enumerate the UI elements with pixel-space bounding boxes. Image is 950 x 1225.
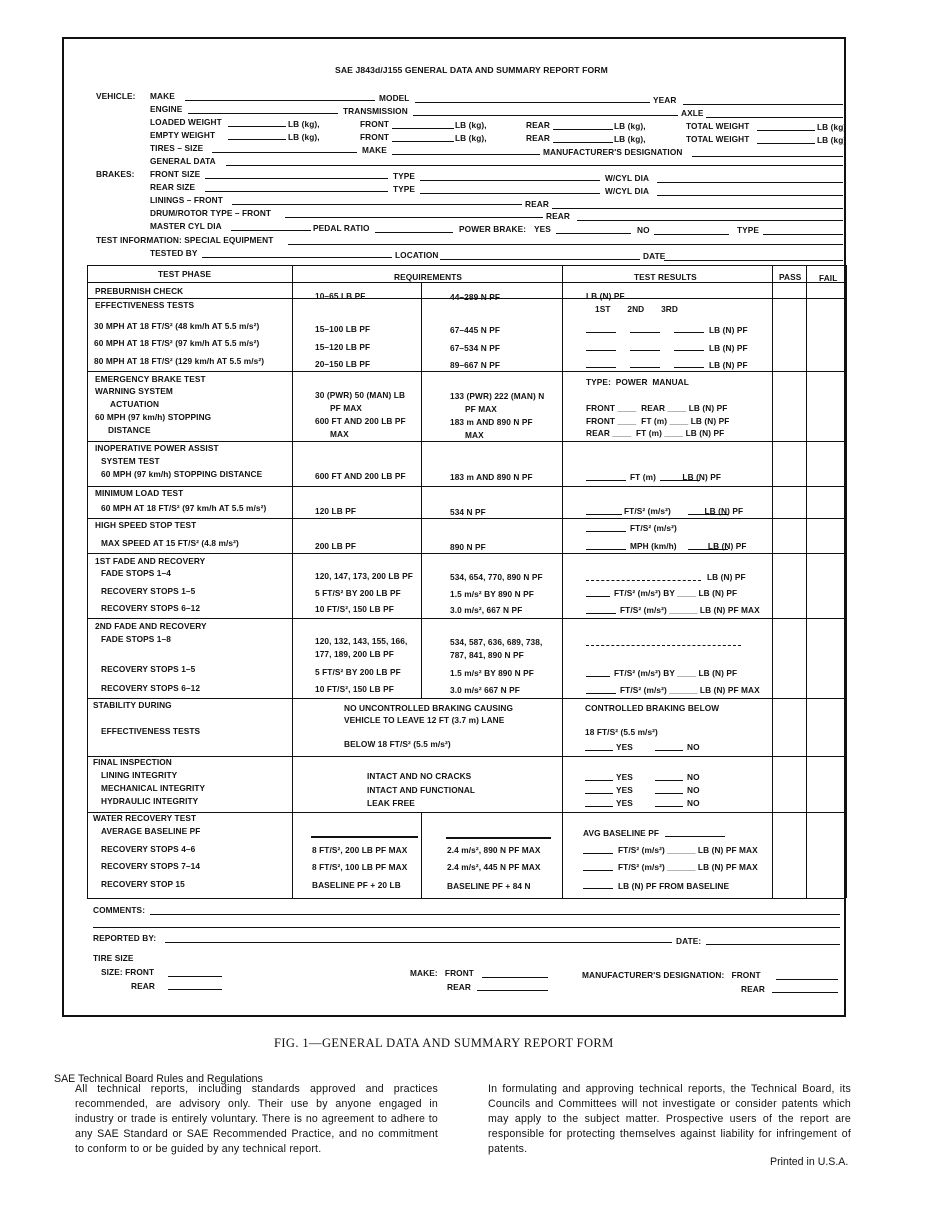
loaded-weight-unit: LB (kg), — [288, 119, 320, 129]
drum-rotor-rear-field[interactable] — [577, 220, 843, 221]
hydraulic-yes-label: YES — [616, 798, 633, 808]
final-phase-2: LINING INTEGRITY — [101, 770, 178, 780]
water-phase-2: AVERAGE BASELINE PF — [101, 826, 201, 836]
model-field[interactable] — [415, 102, 650, 103]
tested-by-field[interactable] — [202, 257, 392, 258]
emergency-phase-3: ACTUATION — [110, 399, 160, 409]
fade2-us-3: 10 FT/S², 150 LB PF — [315, 684, 394, 694]
loaded-rear-field[interactable] — [553, 129, 613, 130]
emergency-us-2: PF MAX — [330, 403, 362, 413]
fade1-phase-1: 1ST FADE AND RECOVERY — [95, 556, 206, 566]
fade2-si-3: 3.0 m/s² 667 N PF — [450, 685, 520, 695]
tested-by-label: TESTED BY — [150, 248, 198, 258]
fade1-fade-stops-field[interactable] — [586, 580, 701, 581]
final-req-3: LEAK FREE — [367, 798, 415, 808]
stability-no-field[interactable] — [655, 750, 683, 751]
power-brake-type-field[interactable] — [763, 234, 843, 235]
preburnish-phase: PREBURNISH CHECK — [95, 286, 184, 296]
fade2-us-1: 120, 132, 143, 155, 166, — [315, 636, 408, 646]
min-load-phase-2: 60 MPH AT 18 FT/S² (97 km/h AT 5.5 m/s²) — [101, 503, 267, 513]
water-us-3: BASELINE PF + 20 LB — [312, 880, 401, 890]
final-phase-3: MECHANICAL INTEGRITY — [101, 783, 206, 793]
loaded-front-label: FRONT — [360, 119, 390, 129]
fade1-si-2: 1.5 m/s² BY 890 N PF — [450, 589, 534, 599]
fade2-fade-stops-field[interactable] — [586, 645, 741, 646]
eff-30mph-us: 15–100 LB PF — [315, 324, 371, 334]
model-label: MODEL — [379, 93, 410, 103]
power-brake-type-label: TYPE — [737, 225, 760, 235]
comments-label: COMMENTS: — [93, 905, 146, 915]
form-title: SAE J843d/J155 GENERAL DATA AND SUMMARY REPORT FORM — [335, 65, 608, 75]
power-brake-label: POWER BRAKE: — [459, 224, 527, 234]
fade2-si-1: 534, 587, 636, 689, 738, — [450, 637, 543, 647]
water-us-2: 8 FT/S², 100 LB PF MAX — [312, 862, 408, 872]
eff-80mph-us: 20–150 LB PF — [315, 359, 371, 369]
fade1-us-2: 5 FT/S² BY 200 LB PF — [315, 588, 401, 598]
water-us-1: 8 FT/S², 200 LB PF MAX — [312, 845, 408, 855]
eff-60mph-us: 15–120 LB PF — [315, 342, 371, 352]
empty-rear-field[interactable] — [553, 142, 613, 143]
linings-rear-field[interactable] — [552, 208, 843, 209]
power-brake-yes-label: YES — [534, 224, 551, 234]
comments-field[interactable] — [150, 914, 840, 915]
empty-rear-unit: LB (kg), — [614, 134, 646, 144]
tire-mfr-front-field[interactable] — [776, 979, 838, 980]
hydraulic-no-field[interactable] — [655, 806, 683, 807]
eff-60mph-si: 67–534 N PF — [450, 343, 500, 353]
loaded-rear-label: REAR — [526, 120, 550, 130]
water-rec46-decel-field[interactable] — [583, 853, 613, 854]
water-rec15-field[interactable] — [583, 888, 613, 889]
axle-label: AXLE — [681, 108, 704, 118]
water-phase-1: WATER RECOVERY TEST — [93, 813, 197, 823]
water-si-1: 2.4 m/s², 890 N PF MAX — [447, 845, 541, 855]
water-res-3: FT/S² (m/s²) ______ LB (N) PF MAX — [618, 862, 758, 872]
tires-make-label: MAKE — [362, 145, 387, 155]
fade1-rec1-decel-field[interactable] — [586, 596, 610, 597]
empty-front-label: FRONT — [360, 132, 390, 142]
rules-heading: SAE Technical Board Rules and Regulations — [54, 1073, 263, 1085]
make-field[interactable] — [185, 100, 375, 101]
fade2-res-2: FT/S² (m/s²) BY ____ LB (N) PF — [614, 668, 738, 678]
drum-rotor-label: DRUM/ROTOR TYPE – FRONT — [150, 208, 272, 218]
high-speed-decel-field[interactable] — [586, 531, 626, 532]
rear-type-field[interactable] — [420, 193, 600, 194]
header-test-phase: TEST PHASE — [158, 269, 212, 279]
comments-field-2[interactable] — [93, 927, 840, 928]
loaded-weight-field[interactable] — [228, 126, 286, 127]
fade1-res-2: FT/S² (m/s²) BY ____ LB (N) PF — [614, 588, 738, 598]
tire-mfr-rear-label: REAR — [741, 984, 765, 994]
rear-size-field[interactable] — [205, 191, 388, 192]
empty-total-label: TOTAL WEIGHT — [686, 134, 750, 144]
mechanical-yes-label: YES — [616, 785, 633, 795]
linings-rear-label: REAR — [525, 199, 549, 209]
mfr-designation-label: MANUFACTURER'S DESIGNATION — [543, 147, 683, 157]
front-size-label: FRONT SIZE — [150, 169, 201, 179]
emergency-phase-1: EMERGENCY BRAKE TEST — [95, 374, 206, 384]
tire-make-front-label: MAKE: FRONT — [410, 968, 474, 978]
high-speed-phase-2: MAX SPEED AT 15 FT/S² (4.8 m/s²) — [101, 538, 239, 548]
high-speed-si: 890 N PF — [450, 542, 486, 552]
water-si-2: 2.4 m/s², 445 N PF MAX — [447, 862, 541, 872]
stability-phase-2: EFFECTIVENESS TESTS — [101, 726, 201, 736]
tires-size-label: TIRES – SIZE — [150, 143, 204, 153]
empty-rear-label: REAR — [526, 133, 550, 143]
min-load-decel-field[interactable] — [586, 514, 622, 515]
hydraulic-no-label: NO — [687, 798, 700, 808]
year-label: YEAR — [653, 95, 677, 105]
fade2-si-2: 1.5 m/s² BY 890 N PF — [450, 668, 534, 678]
empty-front-field[interactable] — [392, 141, 454, 142]
fade1-res-3: FT/S² (m/s²) ______ LB (N) PF MAX — [620, 605, 760, 615]
fade2-rec2-decel-field[interactable] — [586, 693, 616, 694]
general-data-label: GENERAL DATA — [150, 156, 216, 166]
emergency-si-2: PF MAX — [465, 404, 497, 414]
loaded-total-label: TOTAL WEIGHT — [686, 121, 750, 131]
linings-front-field[interactable] — [232, 204, 522, 205]
drum-rotor-front-field[interactable] — [285, 217, 543, 218]
eff-80mph-stop3[interactable] — [674, 367, 704, 368]
front-wcyl-label: W/CYL DIA — [605, 173, 650, 183]
eff-80mph-stop1[interactable] — [586, 367, 616, 368]
tire-size-label: TIRE SIZE — [93, 953, 134, 963]
figure-caption: FIG. 1—GENERAL DATA AND SUMMARY REPORT FORM — [274, 1036, 614, 1050]
stability-req-3: BELOW 18 FT/S² (5.5 m/s²) — [344, 739, 451, 749]
general-data-field[interactable] — [226, 165, 843, 166]
stability-res-1: CONTROLLED BRAKING BELOW — [585, 703, 720, 713]
eff-30mph-stop2[interactable] — [630, 332, 660, 333]
fade2-rec1-decel-field[interactable] — [586, 676, 610, 677]
loaded-front-unit: LB (kg), — [455, 120, 487, 130]
pedal-ratio-field[interactable] — [375, 232, 453, 233]
emergency-si-3: 183 m AND 890 N PF — [450, 417, 533, 427]
water-res-4: LB (N) PF FROM BASELINE — [618, 881, 730, 891]
emergency-res-type: TYPE: POWER MANUAL — [586, 377, 689, 387]
empty-front-unit: LB (kg), — [455, 133, 487, 143]
high-speed-res-2: MPH (km/h) LB (N) PF — [630, 541, 747, 551]
fade1-si-1: 534, 654, 770, 890 N PF — [450, 572, 543, 582]
tire-mfr-front-label: MANUFACTURER'S DESIGNATION: FRONT — [582, 970, 761, 980]
loaded-rear-unit: LB (kg), — [614, 121, 646, 131]
inoperative-si: 183 m AND 890 N PF — [450, 472, 533, 482]
min-load-us: 120 LB PF — [315, 506, 357, 516]
eff-60mph-stop3[interactable] — [674, 350, 704, 351]
reported-by-field[interactable] — [165, 942, 672, 943]
stability-no-label: NO — [687, 742, 700, 752]
final-req-2: INTACT AND FUNCTIONAL — [367, 785, 476, 795]
rules-left-paragraph: All technical reports, including standards approved and practices recommended, are advisory only. Their use by anyone engaged in industry or trade is entirely voluntary. There is no agreement to adhere to any SAE Standard or SAE Recommended Practice, and no commitment to conform to or be guided by any technical report. — [75, 1083, 438, 1155]
preburnish-result: LB (N) PF — [586, 291, 625, 301]
final-phase-4: HYDRAULIC INTEGRITY — [101, 796, 199, 806]
year-field[interactable] — [683, 104, 843, 105]
water-baseline-si-rule — [446, 837, 551, 839]
special-equipment-label: TEST INFORMATION: SPECIAL EQUIPMENT — [96, 235, 274, 245]
water-avg-baseline-field[interactable] — [665, 836, 725, 837]
tire-make-rear-field[interactable] — [477, 990, 548, 991]
tire-size-front-label: SIZE: FRONT — [101, 967, 155, 977]
final-req-1: INTACT AND NO CRACKS — [367, 771, 472, 781]
header-test-results: TEST RESULTS — [634, 272, 697, 282]
eff-30mph-res: LB (N) PF — [709, 325, 748, 335]
eff-60mph-stop2[interactable] — [630, 350, 660, 351]
lining-yes-label: YES — [616, 772, 633, 782]
master-cyl-label: MASTER CYL DIA — [150, 221, 222, 231]
power-brake-no-field[interactable] — [654, 234, 729, 235]
final-phase-1: FINAL INSPECTION — [93, 757, 172, 767]
fade1-us-1: 120, 147, 173, 200 LB PF — [315, 571, 413, 581]
mfr-designation-field[interactable] — [692, 156, 843, 157]
eff-30mph-phase: 30 MPH AT 18 FT/S² (48 km/h AT 5.5 m/s²) — [94, 321, 260, 331]
effectiveness-stop-headers: 1ST 2ND 3RD — [595, 304, 678, 314]
rear-wcyl-field[interactable] — [657, 195, 843, 196]
rules-right-paragraph: In formulating and approving technical reports, the Technical Board, its Councils and Committees will not investigate or consider patents which may apply to the subject matter. Prospective users of the report are responsible for protecting themselves against liability for infringement of patents. — [488, 1083, 851, 1155]
make-label: MAKE — [150, 91, 175, 101]
engine-field[interactable] — [188, 113, 338, 114]
axle-field[interactable] — [706, 117, 843, 118]
tire-size-rear-field[interactable] — [168, 989, 222, 990]
emergency-res-4: REAR ____ FT (m) ____ LB (N) PF — [586, 428, 725, 438]
empty-weight-unit: LB (kg), — [288, 132, 320, 142]
preburnish-req-us: 10–65 LB PF — [315, 291, 366, 301]
fade1-res-1: LB (N) PF — [707, 572, 746, 582]
inoperative-res: FT (m) LB (N) PF — [630, 472, 722, 482]
mechanical-no-field[interactable] — [655, 793, 683, 794]
lining-yes-field[interactable] — [585, 780, 613, 781]
front-size-field[interactable] — [205, 178, 388, 179]
brakes-label: BRAKES: — [96, 169, 135, 179]
mechanical-yes-field[interactable] — [585, 793, 613, 794]
fade2-us-2: 5 FT/S² BY 200 LB PF — [315, 667, 401, 677]
stability-yes-label: YES — [616, 742, 633, 752]
fade1-phase-3: RECOVERY STOPS 1–5 — [101, 586, 196, 596]
date-label: DATE — [643, 251, 666, 261]
water-baseline-us-rule — [311, 836, 418, 838]
inoperative-phase-1: INOPERATIVE POWER ASSIST — [95, 443, 219, 453]
drum-rotor-rear-label: REAR — [546, 211, 570, 221]
master-cyl-field[interactable] — [231, 230, 311, 231]
water-phase-3: RECOVERY STOPS 4–6 — [101, 844, 196, 854]
water-res-1: AVG BASELINE PF — [583, 828, 660, 838]
effectiveness-phase: EFFECTIVENESS TESTS — [95, 300, 195, 310]
high-speed-us: 200 LB PF — [315, 541, 357, 551]
special-equipment-field[interactable] — [288, 244, 843, 245]
eff-80mph-si: 89–667 N PF — [450, 360, 500, 370]
engine-label: ENGINE — [150, 104, 183, 114]
eff-60mph-phase: 60 MPH AT 18 FT/S² (97 km/h AT 5.5 m/s²) — [94, 338, 260, 348]
high-speed-phase-1: HIGH SPEED STOP TEST — [95, 520, 197, 530]
mechanical-no-label: NO — [687, 785, 700, 795]
fade2-res-3: FT/S² (m/s²) ______ LB (N) PF MAX — [620, 685, 760, 695]
empty-total-unit: LB (kg) — [817, 135, 847, 145]
inoperative-phase-3: 60 MPH (97 km/h) STOPPING DISTANCE — [101, 469, 263, 479]
fade1-phase-4: RECOVERY STOPS 6–12 — [101, 603, 201, 613]
eff-60mph-stop1[interactable] — [586, 350, 616, 351]
vehicle-label: VEHICLE: — [96, 91, 136, 101]
loaded-front-field[interactable] — [392, 128, 454, 129]
header-requirements: REQUIREMENTS — [394, 272, 463, 282]
water-phase-5: RECOVERY STOP 15 — [101, 879, 185, 889]
tire-mfr-rear-field[interactable] — [772, 992, 838, 993]
eff-80mph-res: LB (N) PF — [709, 360, 748, 370]
eff-60mph-res: LB (N) PF — [709, 343, 748, 353]
stability-phase-1: STABILITY DURING — [93, 700, 172, 710]
fade2-us-1b: 177, 189, 200 LB PF — [315, 649, 394, 659]
front-type-field[interactable] — [420, 180, 600, 181]
eff-30mph-stop1[interactable] — [586, 332, 616, 333]
linings-front-label: LININGS – FRONT — [150, 195, 223, 205]
fade1-phase-2: FADE STOPS 1–4 — [101, 568, 171, 578]
emergency-phase-5: DISTANCE — [108, 425, 151, 435]
rear-wcyl-label: W/CYL DIA — [605, 186, 650, 196]
emergency-phase-4: 60 MPH (97 km/h) STOPPING — [95, 412, 212, 422]
fade1-rec2-decel-field[interactable] — [586, 613, 616, 614]
fade1-us-3: 10 FT/S², 150 LB PF — [315, 604, 394, 614]
inoperative-us: 600 FT AND 200 LB PF — [315, 471, 406, 481]
tire-make-front-field[interactable] — [482, 977, 548, 978]
header-fail: FAIL — [819, 273, 838, 283]
front-type-label: TYPE — [393, 171, 416, 181]
reported-by-label: REPORTED BY: — [93, 933, 157, 943]
fade2-si-1b: 787, 841, 890 N PF — [450, 650, 524, 660]
transmission-field[interactable] — [413, 115, 678, 116]
empty-total-field[interactable] — [757, 143, 815, 144]
power-brake-yes-field[interactable] — [556, 233, 631, 234]
stability-res-2: 18 FT/S² (5.5 m/s²) — [585, 727, 658, 737]
rear-type-label: TYPE — [393, 184, 416, 194]
emergency-si-1: 133 (PWR) 222 (MAN) N — [450, 391, 545, 401]
inoperative-phase-2: SYSTEM TEST — [101, 456, 160, 466]
location-label: LOCATION — [395, 250, 439, 260]
tires-size-field[interactable] — [212, 152, 357, 153]
emergency-si-4: MAX — [465, 430, 484, 440]
stability-req-1: NO UNCONTROLLED BRAKING CAUSING — [344, 703, 514, 713]
stability-yes-field[interactable] — [585, 750, 613, 751]
loaded-weight-label: LOADED WEIGHT — [150, 117, 222, 127]
emergency-res-2: FRONT ____ REAR ____ LB (N) PF — [586, 403, 728, 413]
fade2-phase-3: RECOVERY STOPS 1–5 — [101, 664, 196, 674]
lining-no-label: NO — [687, 772, 700, 782]
report-date-field[interactable] — [706, 944, 840, 945]
high-speed-res-1: FT/S² (m/s²) — [630, 523, 677, 533]
fade2-phase-1: 2ND FADE AND RECOVERY — [95, 621, 207, 631]
fade1-si-3: 3.0 m/s², 667 N PF — [450, 605, 523, 615]
tire-size-rear-label: REAR — [131, 981, 155, 991]
water-res-2: FT/S² (m/s²) ______ LB (N) PF MAX — [618, 845, 758, 855]
power-brake-no-label: NO — [637, 225, 650, 235]
loaded-total-field[interactable] — [757, 130, 815, 131]
min-load-phase-1: MINIMUM LOAD TEST — [95, 488, 184, 498]
high-speed-mph-field[interactable] — [586, 549, 626, 550]
eff-80mph-stop2[interactable] — [630, 367, 660, 368]
min-load-res: FT/S² (m/s²) LB (N) PF — [624, 506, 744, 516]
water-phase-4: RECOVERY STOPS 7–14 — [101, 861, 201, 871]
report-date-label: DATE: — [676, 936, 702, 946]
tire-make-rear-label: REAR — [447, 982, 471, 992]
emergency-phase-2: WARNING SYSTEM — [95, 386, 173, 396]
water-si-3: BASELINE PF + 84 N — [447, 881, 531, 891]
fade2-phase-4: RECOVERY STOPS 6–12 — [101, 683, 201, 693]
emergency-us-4: MAX — [330, 429, 349, 439]
front-wcyl-field[interactable] — [657, 182, 843, 183]
empty-weight-field[interactable] — [228, 139, 286, 140]
printed-in-usa: Printed in U.S.A. — [770, 1156, 849, 1168]
fade2-phase-2: FADE STOPS 1–8 — [101, 634, 171, 644]
eff-30mph-stop3[interactable] — [674, 332, 704, 333]
preburnish-req-si: 44–289 N PF — [450, 292, 500, 302]
emergency-us-3: 600 FT AND 200 LB PF — [315, 416, 406, 426]
loaded-total-unit: LB (kg) — [817, 122, 847, 132]
eff-80mph-phase: 80 MPH AT 18 FT/S² (129 km/h AT 5.5 m/s²) — [94, 356, 265, 366]
tire-size-front-field[interactable] — [168, 976, 222, 977]
emergency-us-1: 30 (PWR) 50 (MAN) LB — [315, 390, 406, 400]
header-pass: PASS — [779, 272, 802, 282]
rear-size-label: REAR SIZE — [150, 182, 196, 192]
tires-make-field[interactable] — [392, 154, 540, 155]
lining-no-field[interactable] — [655, 780, 683, 781]
water-rec714-decel-field[interactable] — [583, 870, 613, 871]
transmission-label: TRANSMISSION — [343, 106, 408, 116]
empty-weight-label: EMPTY WEIGHT — [150, 130, 216, 140]
pedal-ratio-label: PEDAL RATIO — [313, 223, 370, 233]
min-load-si: 534 N PF — [450, 507, 486, 517]
inoperative-distance-field[interactable] — [586, 480, 626, 481]
stability-req-2: VEHICLE TO LEAVE 12 FT (3.7 m) LANE — [344, 715, 505, 725]
emergency-res-3: FRONT ____ FT (m) ____ LB (N) PF — [586, 416, 730, 426]
location-field[interactable] — [440, 259, 640, 260]
date-field[interactable] — [664, 260, 843, 261]
eff-30mph-si: 67–445 N PF — [450, 325, 500, 335]
hydraulic-yes-field[interactable] — [585, 806, 613, 807]
